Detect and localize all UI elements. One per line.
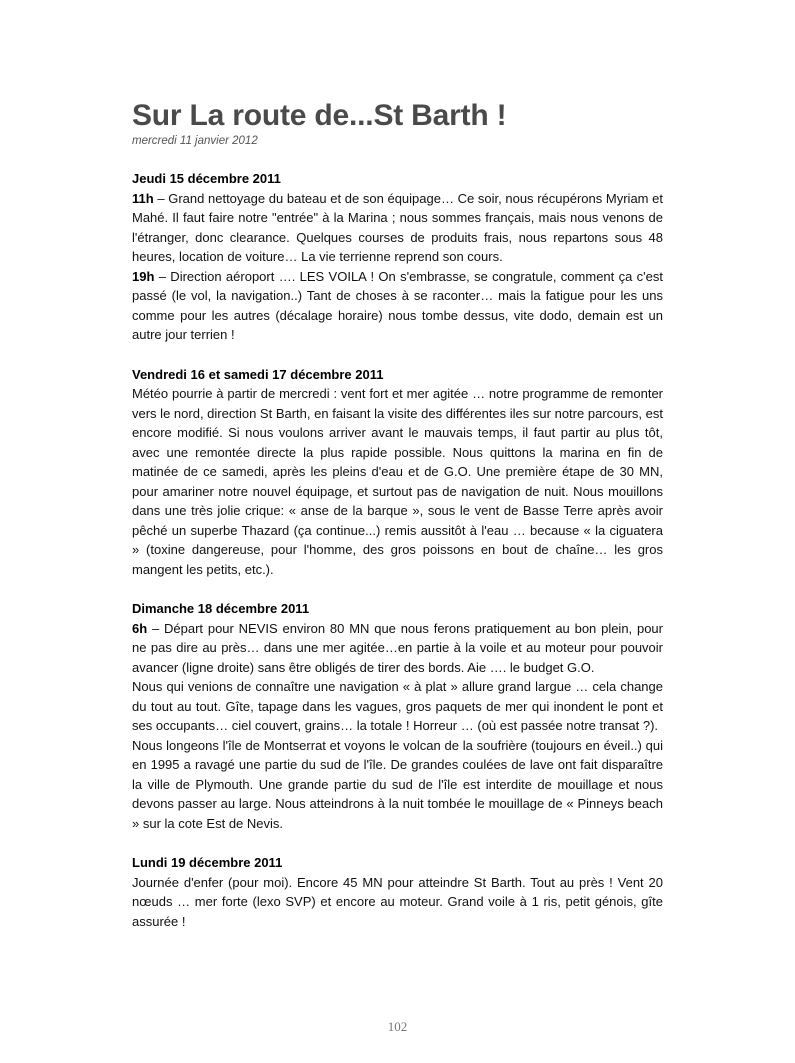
page-number: 102 [387,1019,408,1034]
section-vendredi-16-samedi-17 [132,365,663,580]
section-lundi-19 [132,853,663,931]
paragraph [132,189,663,267]
article-date: mercredi 11 janvier 2012 [132,135,258,147]
paragraph [132,619,663,678]
paragraph [132,384,663,579]
section-dimanche-18 [132,599,663,833]
article-title: Sur La route de...St Barth ! [132,99,507,132]
paragraph-text: – Grand nettoyage du bateau et de son équipage… Ce soir, nous récupérons Myriam et Mahé. Il faut faire notre "entrée" à la Marina ; nous sommes français, mais nous venons de l'étranger, donc clearance. Quelques courses de produits frais, nous repartons sous 48 heures, location de voiture… La vie terrienne reprend son cours. [132,190,663,264]
time-label: 19h [132,268,155,284]
paragraph-text: Météo pourrie à partir de mercredi : vent fort et mer agitée … notre programme de remonter vers le nord, direction St Barth, en faisant la visite des différentes iles sur notre parcours, est encore modifié. Si nous voulons arriver avant le mauvais temps, il faut partir au plus tôt, avec une remontée directe la plus rapide possible. Nous quittons la marina en fin de matinée de ce samedi, après les pleins d'eau et de G.O. Une première étape de 30 MN, pour amariner notre nouvel équipage, et surtout pas de navigation de nuit. Nous mouillons dans une très jolie crique: « anse de la barque », sous le vent de Basse Terre après avoir pêché un superbe Thazard (ça continue...) remis aussitôt à l'eau … because « la ciguatera » (toxine dangereuse, pour l'homme, des gros poissons en bout de chaîne… les gros mangent les petits, etc.). [132,386,663,577]
paragraph-text: Nous longeons l'île de Montserrat et voyons le volcan de la soufrière (toujours en éveil..) qui en 1995 a ravagé une partie du sud de l'île. De grandes coulées de lave ont fait disparaître la ville de Plymouth. Une grande partie du sud de l'île est interdite de mouillage et nous devons passer au large. Nous atteindrons à la nuit tombée le mouillage de « Pinneys beach » sur la cote Est de Nevis. [132,737,663,831]
time-label: 6h [132,620,148,636]
paragraph-text: Journée d'enfer (pour moi). Encore 45 MN pour atteindre St Barth. Tout au près ! Vent 20 nœuds … mer forte (lexo SVP) et encore au moteur. Grand voile à 1 ris, petit génois, gîte assurée ! [132,874,663,929]
paragraph-text: – Départ pour NEVIS environ 80 MN que nous ferons pratiquement au bon plein, pour ne pas dire au près… dans une mer agitée…en partie à la voile et au moteur pour pouvoir avancer (ligne droite) sans être obligés de tirer des bords. Aie …. le budget G.O. [132,620,663,675]
section-heading: Dimanche 18 décembre 2011 [132,601,310,616]
section-heading: Vendredi 16 et samedi 17 décembre 2011 [132,366,384,382]
time-label: 11h [132,190,154,206]
paragraph [132,677,663,736]
paragraph-text: – Direction aéroport …. LES VOILA ! On s'embrasse, se congratule, comment ça c'est passé (le vol, la navigation..) Tant de choses à se raconter… mais la fatigue pour les uns comme pour les autres (décalage horaire) nous tombe dessus, vite dodo, demain est un autre jour terrien ! [132,268,663,342]
paragraph [132,736,663,834]
paragraph-text: Nous qui venions de connaître une navigation « à plat » allure grand largue … cela change du tout au tout. Gîte, tapage dans les vagues, gros paquets de mer qui inondent le pont et ses occupants… ciel couvert, grains… la totale ! Horreur … (où est passée notre transat ?). [132,679,663,733]
paragraph [132,873,663,932]
section-heading: Jeudi 15 décembre 2011 [132,171,281,186]
paragraph [132,267,663,345]
section-jeudi-15 [132,169,663,345]
section-heading: Lundi 19 décembre 2011 [132,855,283,870]
document-page [132,98,663,931]
